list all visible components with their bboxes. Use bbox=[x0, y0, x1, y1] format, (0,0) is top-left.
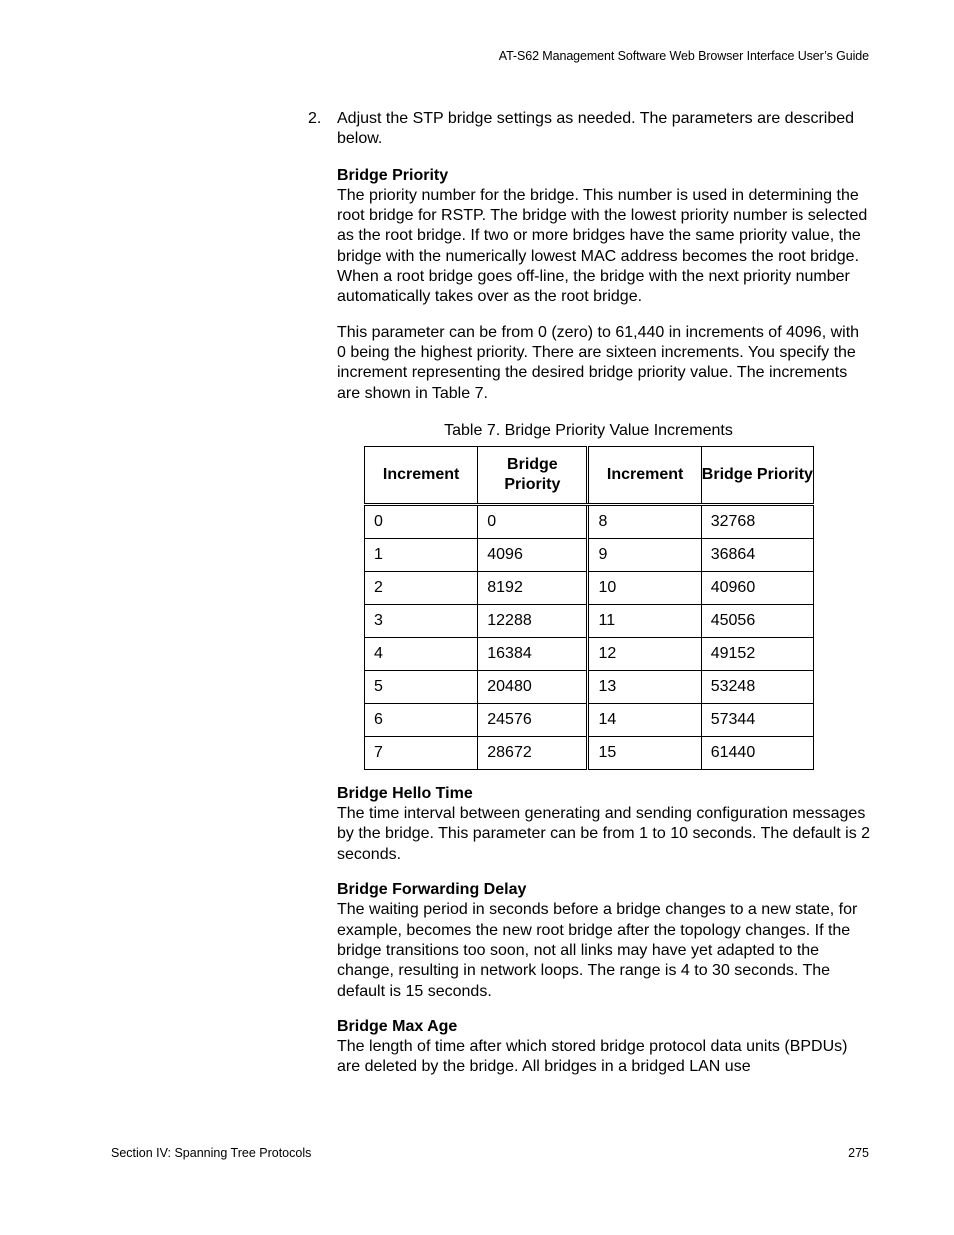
main-content bbox=[337, 109, 872, 1078]
table-header-row bbox=[365, 446, 814, 504]
table-cell: 4 bbox=[365, 637, 478, 670]
table-cell: 53248 bbox=[701, 670, 813, 703]
table-caption: Table 7. Bridge Priority Value Increments bbox=[444, 421, 733, 439]
table-cell: 2 bbox=[365, 571, 478, 604]
table-row bbox=[365, 736, 814, 769]
table-cell: 4096 bbox=[478, 538, 588, 571]
table-cell: 20480 bbox=[478, 670, 588, 703]
table-cell: 1 bbox=[365, 538, 478, 571]
bridge-priority-description: The priority number for the bridge. This number is used in determining the root bridge for RSTP. The bridge with the lowest priority number is selected as the root bridge. If two or more bridges have the same priority value, the bridge with the numerically lowest MAC address becomes the root bridge. When a root bridge goes off-line, the bridge with the next priority number automatically takes over as the root bridge. bbox=[337, 186, 868, 306]
table-cell: 7 bbox=[365, 736, 478, 769]
table-cell: 13 bbox=[588, 670, 701, 703]
table-cell: 28672 bbox=[478, 736, 588, 769]
table-cell: 57344 bbox=[701, 703, 813, 736]
table-cell: 36864 bbox=[701, 538, 813, 571]
step-text: Adjust the STP bridge settings as needed. The parameters are described below. bbox=[337, 110, 855, 148]
table-cell: 24576 bbox=[478, 703, 588, 736]
header-increment: Increment bbox=[588, 446, 701, 504]
hello-time-heading: Bridge Hello Time bbox=[337, 784, 473, 802]
step-number: 2. bbox=[308, 110, 322, 127]
table-cell: 40960 bbox=[701, 571, 813, 604]
table-cell: 45056 bbox=[701, 604, 813, 637]
table-row bbox=[365, 571, 814, 604]
table-row bbox=[365, 538, 814, 571]
table-block bbox=[337, 419, 872, 784]
bridge-priority-range: This parameter can be from 0 (zero) to 61,440 in increments of 4096, with 0 being the highest priority. There are sixteen increments. You specify the increment representing the desired bridge priority value. The increments are shown in Table 7. bbox=[337, 323, 860, 402]
table-cell: 8 bbox=[588, 504, 701, 538]
table-cell: 15 bbox=[588, 736, 701, 769]
header-bridge-priority: Bridge Priority bbox=[701, 446, 813, 504]
forwarding-delay-heading: Bridge Forwarding Delay bbox=[337, 881, 527, 899]
table-cell: 3 bbox=[365, 604, 478, 637]
table-cell: 12 bbox=[588, 637, 701, 670]
max-age-description: The length of time after which stored bridge protocol data units (BPDUs) are deleted by the bridge. All bridges in a bridged LAN use bbox=[337, 1038, 848, 1076]
table-cell: 49152 bbox=[701, 637, 813, 670]
hello-time-description: The time interval between generating and sending configuration messages by the bridge. This parameter can be from 1 to 10 seconds. The default is 2 seconds. bbox=[337, 805, 871, 863]
priority-table bbox=[364, 446, 814, 770]
table-row bbox=[365, 670, 814, 703]
table-cell: 12288 bbox=[478, 604, 588, 637]
running-header: AT-S62 Management Software Web Browser Interface User’s Guide bbox=[498, 49, 869, 63]
table-cell: 0 bbox=[365, 504, 478, 538]
table-cell: 11 bbox=[588, 604, 701, 637]
table-cell: 9 bbox=[588, 538, 701, 571]
table-row bbox=[365, 703, 814, 736]
table-row bbox=[365, 604, 814, 637]
table-cell: 32768 bbox=[701, 504, 813, 538]
table-cell: 10 bbox=[588, 571, 701, 604]
table-cell: 0 bbox=[478, 504, 588, 538]
max-age-heading: Bridge Max Age bbox=[337, 1017, 458, 1035]
table-row bbox=[365, 637, 814, 670]
table-cell: 8192 bbox=[478, 571, 588, 604]
header-increment: Increment bbox=[365, 446, 478, 504]
table-cell: 5 bbox=[365, 670, 478, 703]
table-cell: 61440 bbox=[701, 736, 813, 769]
table-cell: 14 bbox=[588, 703, 701, 736]
header-bridge-priority: Bridge Priority bbox=[478, 446, 588, 504]
table-cell: 6 bbox=[365, 703, 478, 736]
table-cell: 16384 bbox=[478, 637, 588, 670]
page-number: 275 bbox=[848, 1146, 869, 1160]
forwarding-delay-description: The waiting period in seconds before a bridge changes to a new state, for example, becomes the new root bridge after the topology changes. If the bridge transitions too soon, not all links may have yet adapted to the change, resulting in network loops. The range is 4 to 30 seconds. The default is 15 seconds. bbox=[337, 901, 858, 1000]
footer-section: Section IV: Spanning Tree Protocols bbox=[111, 1146, 312, 1160]
bridge-priority-heading: Bridge Priority bbox=[337, 166, 449, 184]
table-row bbox=[365, 504, 814, 538]
